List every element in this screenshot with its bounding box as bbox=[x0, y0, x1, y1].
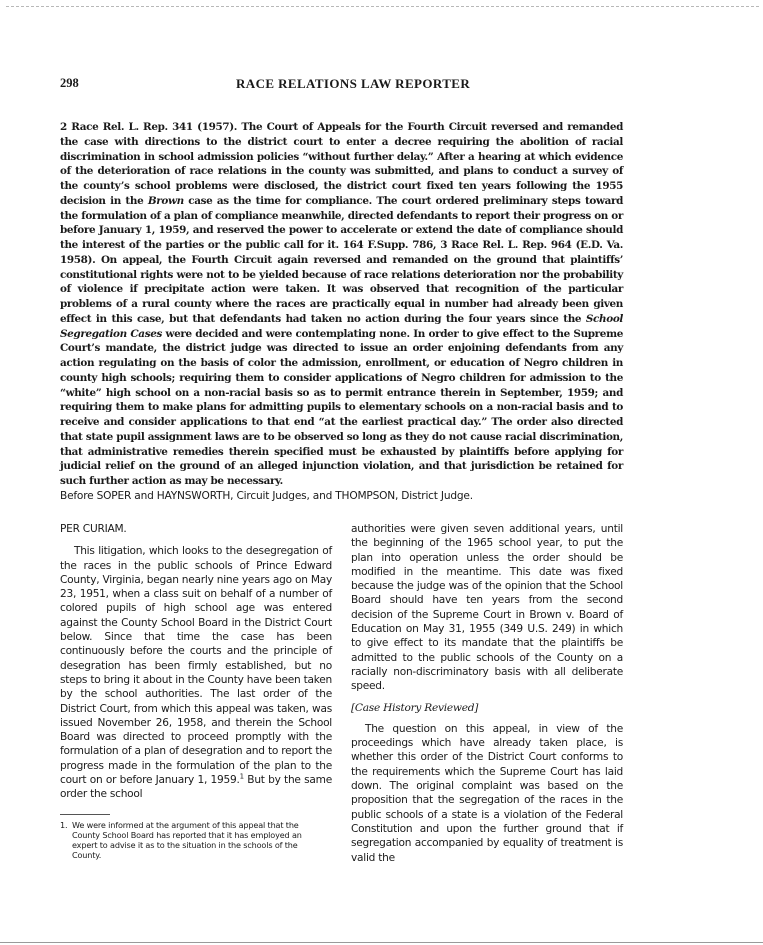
running-title: RACE RELATIONS LAW REPORTER bbox=[236, 76, 471, 91]
headnote-text-3: were decided and were contemplating none. In order to give effect to the Supreme Court’s mandate, the district judge was directed to issue an order enjoining defendants from any action regulating on the basis of color the admission, enrollment, or education of Negro children in county high schools; requiring them to consider applications of Negro children for admission to the “white” high school on a non-racial basis so as to permit entrance therein in September, 1959; and requiring them to make plans for admitting pupils to elementary schools on a non-racial basis and to receive and consider applications to that end “at the earliest practical day.” The order also directed that state pupil assignment laws are to be observed so long as they do not cause racial discrimination, that administrative remedies therein specified must be exhausted by plaintiffs before applying for judicial relief on the ground of an alleged injunction violation, and that jurisdiction be retained for such further action as may be necessary. bbox=[60, 327, 623, 487]
opinion-paragraph-2: authorities were given seven additional years, until the beginning of the 1965 school year, to put the plan into operation unless the order should be modified in the meantime. This date was fixed because the judge was of the opinion that the School Board should have ten years from the second decision of the Supreme Court in Brown v. Board of Education on May 31, 1955 (349 U.S. 249) in which to give effect to its mandate that the plaintiffs be admitted to the public schools of the County on a racially non-discriminatory basis with all deliberate speed. bbox=[351, 523, 623, 693]
scan-edge-bottom bbox=[0, 942, 763, 943]
case-headnote bbox=[60, 120, 623, 489]
headnote-text-2: case as the time for compliance. The court ordered preliminary steps toward the formulation of a plan of compliance meanwhile, directed defendants to report their progress on or before January 1, 1959, and reserved the power to accelerate or extend the date of compliance should the interest of the parties or the public call for it. 164 F.Supp. 786, 3 Race Rel. L. Rep. 964 (E.D. Va. 1958). On appeal, the Fourth Circuit again reversed and remanded on the ground that plaintiffs’ constitutional rights were not to be yielded because of race relations deterioration nor the probability of violence if precipitate action were taken. It was observed that recognition of the particular problems of a rural county where the races are practically equal in number had already been given effect in this case, but that defendants had taken no action during the four years since the bbox=[60, 194, 623, 325]
page-number: 298 bbox=[60, 76, 79, 90]
bench-line: Before SOPER and HAYNSWORTH, Circuit Judges, and THOMPSON, District Judge. bbox=[60, 490, 473, 502]
footnote-number: 1. bbox=[60, 820, 68, 830]
opinion-right-column bbox=[351, 522, 623, 865]
footnote bbox=[60, 820, 328, 860]
opinion-paragraph-1 bbox=[60, 544, 332, 801]
opinion-left-column bbox=[60, 522, 332, 802]
headnote-italic-brown: Brown bbox=[147, 194, 184, 207]
opinion-heading: PER CURIAM. bbox=[60, 523, 127, 535]
headnote-italic-cases: School Segregation Cases bbox=[60, 312, 623, 340]
footnote-divider bbox=[60, 814, 110, 815]
section-subheading: [Case History Reviewed] bbox=[351, 701, 479, 714]
footnote-reference: 1 bbox=[239, 772, 244, 781]
scan-edge-top bbox=[6, 6, 759, 7]
footnote-text: We were informed at the argument of this appeal that the County School Board has reported that it has employed an expert to advise it as to the situation in the schools of the County. bbox=[72, 820, 302, 860]
headnote-text-1: 2 Race Rel. L. Rep. 341 (1957). The Court of Appeals for the Fourth Circuit reversed and remanded the case with directions to the district court to enter a decree requiring the abolition of racial discrimination in school admission policies “without further delay.” After a hearing at which evidence of the deterioration of race relations in the county was submitted, and plans to conduct a survey of the county’s school problems were disclosed, the district court fixed ten years following the 1955 decision in the bbox=[60, 121, 623, 207]
opinion-paragraph-1-text: This litigation, which looks to the desegregation of the races in the public schools of Prince Edward County, Virginia, began nearly nine years ago on May 23, 1951, when a class suit on behalf of a number of colored pupils of high school age was entered against the County School Board in the District Court below. Since that time the case has been continuously before the courts and the principle of desegration has been firmly established, but no steps to bring it about in the County have been taken by the school authorities. The last order of the District Court, from which this appeal was taken, was issued November 26, 1958, and therein the School Board was directed to proceed promptly with the formulation of a plan of desegration and to report the progress made in the formulation of the plan to the court on or before January 1, 1959. bbox=[60, 545, 332, 787]
opinion-paragraph-3: The question on this appeal, in view of the proceedings which have already taken place, is whether this order of the District Court conforms to the requirements which the Supreme Court has laid down. The original complaint was based on the proposition that the segregation of the races in the public schools of a state is a violation of the Federal Constitution and upon the further ground that if segregation accompanied by equality of treatment is valid the bbox=[351, 722, 623, 864]
opinion-paragraph-1-tail: But by the same order the school bbox=[60, 774, 332, 801]
